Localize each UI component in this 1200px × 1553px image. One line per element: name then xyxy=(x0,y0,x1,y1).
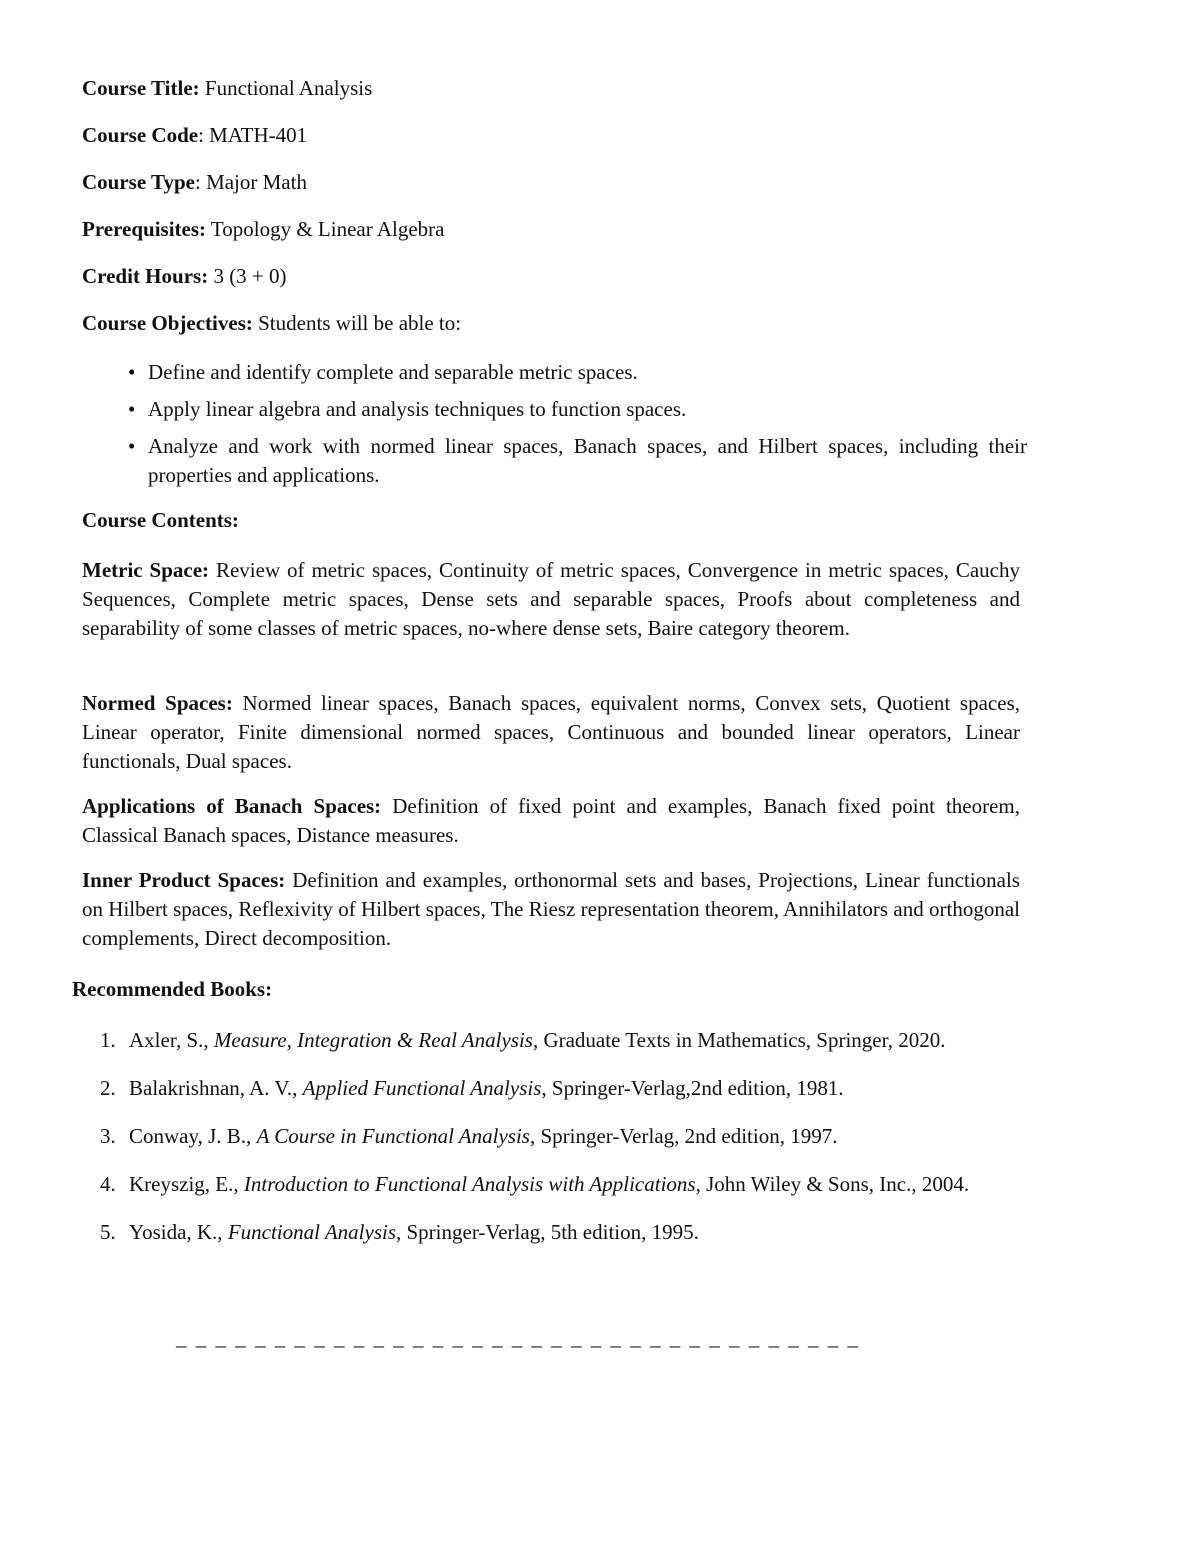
prerequisites xyxy=(82,217,444,241)
course-type xyxy=(82,170,307,194)
book-number: 1. xyxy=(100,1028,116,1052)
course-title xyxy=(82,76,372,100)
prerequisites-label: Prerequisites: xyxy=(82,217,207,241)
course-title-label: Course Title: xyxy=(82,76,200,100)
section-banach-applications xyxy=(82,792,1020,850)
bullet-icon: • xyxy=(128,360,136,384)
book-title: Functional Analysis xyxy=(227,1220,396,1244)
objective-item xyxy=(82,432,1027,490)
book-publisher: , Springer-Verlag, 5th edition, 1995. xyxy=(396,1220,699,1244)
prerequisites-value: Topology & Linear Algebra xyxy=(206,217,445,241)
book-title: A Course in Functional Analysis xyxy=(256,1124,530,1148)
section-label: Inner Product Spaces: xyxy=(82,868,286,892)
course-objectives xyxy=(82,311,461,335)
section-text: Normed linear spaces, Banach spaces, equivalent norms, Convex sets, Quotient spaces, Linear operator, Finite dimensional normed spaces, Continuous and bounded linear operators, Linear functionals, Dual spaces. xyxy=(82,691,1020,773)
section-label: Normed Spaces: xyxy=(82,691,233,715)
book-item xyxy=(72,1170,1022,1199)
book-author: Yosida, K., xyxy=(129,1220,228,1244)
book-number: 3. xyxy=(100,1124,116,1148)
section-inner-product-spaces xyxy=(82,866,1020,953)
objective-text: Analyze and work with normed linear spaces, Banach spaces, and Hilbert spaces, including their properties and applications. xyxy=(148,434,1027,487)
book-item xyxy=(72,1218,1022,1247)
book-publisher: , Springer-Verlag, 2nd edition, 1997. xyxy=(529,1124,838,1148)
book-publisher: , Graduate Texts in Mathematics, Springer, 2020. xyxy=(532,1028,946,1052)
section-normed-spaces xyxy=(82,689,1020,776)
section-metric-space xyxy=(82,556,1020,643)
bullet-icon: • xyxy=(128,397,136,421)
course-objectives-value: Students will be able to: xyxy=(252,311,462,335)
section-text: Definition of fixed point and examples, Banach fixed point theorem, Classical Banach spaces, Distance measures. xyxy=(82,794,1020,847)
dashed-separator: _ _ _ _ _ _ _ _ _ _ _ _ _ _ _ _ _ _ _ _ _ _ _ _ _ _ _ _ _ _ _ _ _ _ _ xyxy=(176,1326,860,1350)
book-author: Conway, J. B., xyxy=(129,1124,257,1148)
course-title-value: Functional Analysis xyxy=(199,76,373,100)
book-author: Axler, S., xyxy=(129,1028,214,1052)
book-item xyxy=(72,1074,1022,1103)
book-author: Balakrishnan, A. V., xyxy=(129,1076,303,1100)
recommended-books-heading: Recommended Books: xyxy=(72,977,273,1001)
book-title: Measure, Integration & Real Analysis xyxy=(213,1028,533,1052)
objective-item xyxy=(82,358,1027,387)
book-number: 4. xyxy=(100,1172,116,1196)
objective-text: Apply linear algebra and analysis techniques to function spaces. xyxy=(148,397,687,421)
book-title: Applied Functional Analysis xyxy=(302,1076,542,1100)
bullet-icon: • xyxy=(128,434,136,458)
objectives-list xyxy=(82,358,1027,498)
credit-hours xyxy=(82,264,287,288)
book-publisher: , John Wiley & Sons, Inc., 2004. xyxy=(695,1172,970,1196)
section-label: Metric Space: xyxy=(82,558,210,582)
book-author: Kreyszig, E., xyxy=(129,1172,244,1196)
objective-text: Define and identify complete and separable metric spaces. xyxy=(148,360,638,384)
book-publisher: , Springer-Verlag,2nd edition, 1981. xyxy=(541,1076,844,1100)
course-code xyxy=(82,123,307,147)
course-type-label: Course Type xyxy=(82,170,195,194)
section-text: Definition and examples, orthonormal sets and bases, Projections, Linear functionals on Hilbert spaces, Reflexivity of Hilbert spaces, The Riesz representation theorem, Annihilators and orthogonal complements, Direct decomposition. xyxy=(82,868,1020,950)
course-type-value: : Major Math xyxy=(194,170,307,194)
section-label: Applications of Banach Spaces: xyxy=(82,794,382,818)
book-title: Introduction to Functional Analysis with Applications xyxy=(243,1172,696,1196)
book-number: 5. xyxy=(100,1220,116,1244)
books-list xyxy=(72,1026,1022,1266)
credit-hours-value: 3 (3 + 0) xyxy=(208,264,287,288)
course-contents-heading: Course Contents: xyxy=(82,508,239,532)
objective-item xyxy=(82,395,1027,424)
credit-hours-label: Credit Hours: xyxy=(82,264,209,288)
book-item xyxy=(72,1026,1022,1055)
section-text: Review of metric spaces, Continuity of metric spaces, Convergence in metric spaces, Cauchy Sequences, Complete metric spaces, Dense sets and separable spaces, Proofs about completeness and separability of some classes of metric spaces, no-where dense sets, Baire category theorem. xyxy=(82,558,1020,640)
book-number: 2. xyxy=(100,1076,116,1100)
course-code-value: : MATH-401 xyxy=(198,123,308,147)
book-item xyxy=(72,1122,1022,1151)
course-objectives-label: Course Objectives: xyxy=(82,311,253,335)
course-code-label: Course Code xyxy=(82,123,199,147)
